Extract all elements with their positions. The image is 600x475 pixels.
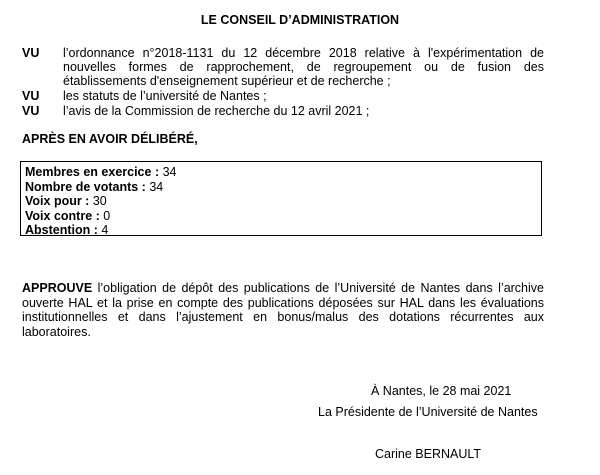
signature-title: La Présidente de l’Université de Nantes bbox=[318, 405, 538, 419]
vote-abstention bbox=[25, 223, 537, 238]
decision-verb: APPROUVE bbox=[22, 281, 93, 295]
vote-for bbox=[25, 194, 537, 209]
vote-against bbox=[25, 209, 537, 224]
vote-value: 34 bbox=[149, 179, 164, 194]
signature-place-date: À Nantes, le 28 mai 2021 bbox=[371, 384, 512, 398]
visa-text: l’ordonnance n°2018-1131 du 12 décembre 2018 relative à l'expérimentation de nouvelles formes de rapprochement, de regroupement ou de fusion des établissements d'enseignement supérieur et de recherche ; bbox=[63, 46, 544, 88]
visa-label: VU bbox=[22, 89, 40, 103]
vote-value: 30 bbox=[92, 194, 107, 208]
vote-value: 0 bbox=[103, 208, 111, 223]
council-title: LE CONSEIL D’ADMINISTRATION bbox=[200, 13, 400, 27]
vote-label: Voix contre : bbox=[25, 208, 100, 223]
vote-value: 4 bbox=[101, 223, 109, 237]
vote-label: Nombre de votants : bbox=[25, 179, 146, 194]
visa-text: les statuts de l’université de Nantes ; bbox=[63, 89, 267, 103]
visa-label: VU bbox=[22, 46, 40, 60]
vote-label: Abstention : bbox=[25, 223, 98, 237]
visa-text: l’avis de la Commission de recherche du 12 avril 2021 ; bbox=[63, 104, 370, 118]
vote-label: Membres en exercice : bbox=[25, 165, 160, 179]
vote-voters bbox=[25, 180, 537, 195]
decision-text: l’obligation de dépôt des publications de l’Université de Nantes dans l’archive ouverte HAL et la prise en compte des publications déposées sur HAL dans les évaluations institutionnelles et dans l’ajustement en bonus/malus des dotations récurrentes aux laboratoires. bbox=[22, 281, 544, 339]
vote-members bbox=[25, 165, 537, 180]
signature-name: Carine BERNAULT bbox=[375, 447, 482, 461]
deliberation-heading: APRÈS EN AVOIR DÉLIBÉRÉ, bbox=[22, 132, 198, 146]
visa-label: VU bbox=[22, 104, 40, 118]
vote-label: Voix pour : bbox=[25, 194, 90, 208]
vote-results-box bbox=[20, 161, 542, 236]
decision-paragraph bbox=[22, 281, 544, 339]
vote-value: 34 bbox=[162, 165, 177, 179]
